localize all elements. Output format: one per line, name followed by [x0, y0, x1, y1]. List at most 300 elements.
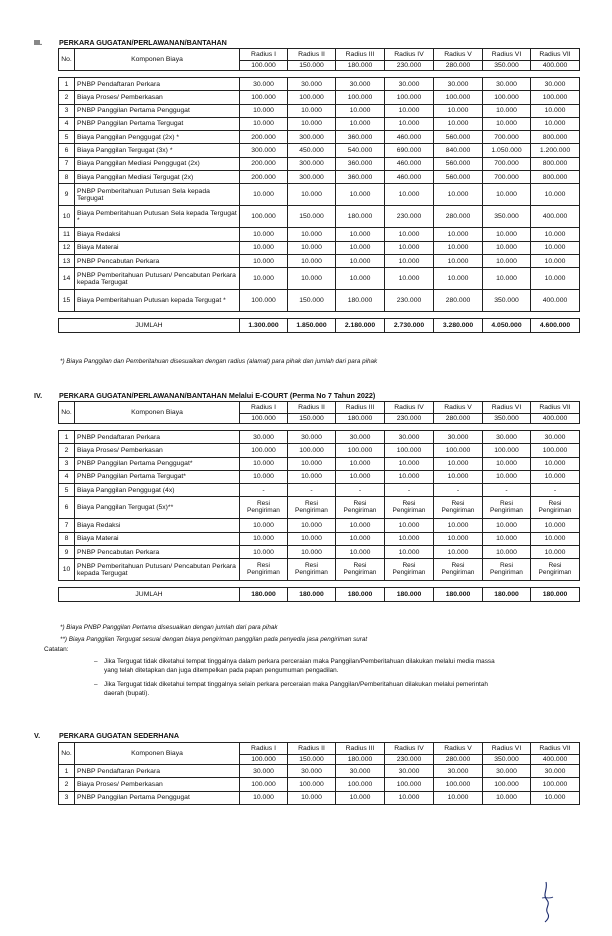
- row-value: 400.000: [531, 290, 580, 312]
- signature-mark: [536, 880, 558, 924]
- total-value: 3.280.000: [434, 319, 483, 332]
- row-value: 10.000: [240, 268, 288, 290]
- total-value: 1.300.000: [240, 319, 288, 332]
- row-value: 10.000: [434, 791, 483, 804]
- total-label: JUMLAH: [59, 319, 240, 332]
- header-radius: Radius I: [240, 743, 288, 755]
- radius-base-fee: 180.000: [336, 755, 385, 765]
- pengiriman-label: Pengiriman: [295, 506, 328, 514]
- header-radius: Radius V: [434, 743, 483, 755]
- pengiriman-label: Pengiriman: [538, 568, 572, 576]
- section-4-footnote-1: *) Biaya PNBP Panggilan Pertama disesuaikan dengan jumlah dari para pihak: [60, 624, 278, 631]
- row-value: 30.000: [434, 765, 483, 778]
- row-value: 10.000: [288, 470, 336, 483]
- row-value: 10.000: [288, 791, 336, 804]
- pengiriman-label: Pengiriman: [247, 506, 280, 514]
- radius-base-fee: 230.000: [385, 755, 434, 765]
- row-value: 10.000: [434, 184, 483, 206]
- row-value: 400.000: [531, 206, 580, 228]
- row-value: 230.000: [385, 206, 434, 228]
- row-value: 10.000: [336, 268, 385, 290]
- row-value: 10.000: [240, 241, 288, 254]
- row-value: 10.000: [240, 117, 288, 130]
- row-value: 30.000: [483, 78, 531, 91]
- row-component-name: PNBP Panggilan Pertama Tergugat: [75, 117, 240, 130]
- row-number: 15: [59, 290, 75, 312]
- row-value: 100.000: [288, 91, 336, 104]
- row-component-name: Biaya Panggilan Penggugat (2x) *: [75, 131, 240, 144]
- header-radius: Radius III: [336, 49, 385, 61]
- table-row: [59, 765, 580, 778]
- row-value: 10.000: [240, 791, 288, 804]
- row-component-name: Biaya Panggilan Penggugat (4x): [75, 484, 240, 497]
- row-value: 100.000: [483, 444, 531, 457]
- radius-base-fee: 230.000: [385, 414, 434, 424]
- total-value: 180.000: [385, 588, 434, 601]
- row-value-resi: [434, 559, 483, 581]
- radius-base-fee: 280.000: [434, 755, 483, 765]
- catatan-item-1: [94, 658, 495, 675]
- resi-label: Resi: [353, 562, 367, 570]
- row-number: 8: [59, 171, 75, 184]
- row-value: 460.000: [385, 131, 434, 144]
- row-number: 9: [59, 546, 75, 559]
- row-value: 360.000: [336, 131, 385, 144]
- pengiriman-label: Pengiriman: [343, 506, 377, 514]
- row-value: 10.000: [531, 457, 580, 470]
- row-value: 1.050.000: [483, 144, 531, 157]
- pengiriman-label: Pengiriman: [295, 568, 328, 576]
- table-row: [59, 228, 580, 241]
- spacer-cell: [59, 581, 580, 588]
- row-component-name: PNBP Panggilan Pertama Tergugat*: [75, 470, 240, 483]
- header-komponen: Komponen Biaya: [75, 743, 240, 765]
- row-value: 10.000: [434, 546, 483, 559]
- bullet-dash-icon: –: [94, 681, 98, 688]
- row-value: 360.000: [336, 171, 385, 184]
- row-value-resi: [240, 497, 288, 519]
- row-value: 300.000: [240, 144, 288, 157]
- row-value: 100.000: [531, 444, 580, 457]
- row-value: 460.000: [385, 157, 434, 170]
- row-number: 1: [59, 78, 75, 91]
- row-value: 10.000: [385, 470, 434, 483]
- row-component-name: PNBP Pendaftaran Perkara: [75, 765, 240, 778]
- row-value: 10.000: [434, 104, 483, 117]
- total-label: JUMLAH: [59, 588, 240, 601]
- radius-base-fee: 350.000: [483, 61, 531, 71]
- section-4-title-text: PERKARA GUGATAN/PERLAWANAN/BANTAHAN Melalui E-COURT (Perma No 7 Tahun 2022): [59, 391, 376, 400]
- row-value: 560.000: [434, 157, 483, 170]
- row-value: 10.000: [483, 791, 531, 804]
- table-row: [59, 254, 580, 267]
- radius-base-fee: 400.000: [531, 61, 580, 71]
- table-row: [59, 546, 580, 559]
- row-value: 100.000: [240, 444, 288, 457]
- row-value: 180.000: [336, 290, 385, 312]
- table-row: [59, 104, 580, 117]
- header-radius: Radius II: [288, 402, 336, 414]
- spacer-cell: [59, 312, 580, 319]
- row-value: -: [483, 484, 531, 497]
- row-value: 100.000: [531, 778, 580, 791]
- row-component-name: Biaya Redaksi: [75, 228, 240, 241]
- row-value: 10.000: [288, 104, 336, 117]
- row-value-resi: [434, 497, 483, 519]
- row-value: 30.000: [336, 765, 385, 778]
- spacer-row: [59, 312, 580, 319]
- row-value: 30.000: [240, 78, 288, 91]
- row-value-resi: [483, 497, 531, 519]
- row-value: 10.000: [434, 254, 483, 267]
- resi-label: Resi: [451, 562, 465, 570]
- row-component-name: Biaya Materai: [75, 532, 240, 545]
- pengiriman-label: Pengiriman: [490, 506, 523, 514]
- catatan-item-2-line-1: Jika Tergugat tidak diketahui tempat tinggalnya selain perkara perceraian maka Panggilan/Pemberitahuan dilakukan melalui pemerintah: [104, 681, 488, 688]
- row-number: 2: [59, 91, 75, 104]
- table-row: [59, 117, 580, 130]
- row-number: 13: [59, 254, 75, 267]
- resi-label: Resi: [304, 500, 318, 508]
- catatan-item-2-line-2: daerah (bupati).: [104, 689, 150, 697]
- row-component-name: PNBP Panggilan Pertama Penggugat*: [75, 457, 240, 470]
- row-value: 10.000: [531, 117, 580, 130]
- total-value: 4.600.000: [531, 319, 580, 332]
- row-value: 200.000: [240, 171, 288, 184]
- spacer-cell: [59, 71, 580, 78]
- pengiriman-label: Pengiriman: [343, 568, 377, 576]
- row-value: 10.000: [385, 519, 434, 532]
- row-value: 10.000: [483, 104, 531, 117]
- row-component-name: PNBP Panggilan Pertama Penggugat: [75, 791, 240, 804]
- row-value: 540.000: [336, 144, 385, 157]
- header-radius: Radius VII: [531, 402, 580, 414]
- row-value: 360.000: [336, 157, 385, 170]
- row-value: 10.000: [336, 241, 385, 254]
- row-value: 10.000: [336, 104, 385, 117]
- row-value: -: [336, 484, 385, 497]
- header-radius: Radius II: [288, 743, 336, 755]
- section-3-footnote: *) Biaya Panggilan dan Pemberitahuan disesuaikan dengan radius (alamat) para pihak dan jumlah dari para pihak: [60, 358, 378, 365]
- pengiriman-label: Pengiriman: [392, 506, 426, 514]
- radius-base-fee: 150.000: [288, 61, 336, 71]
- row-value: 10.000: [531, 268, 580, 290]
- header-radius: Radius IV: [385, 402, 434, 414]
- row-value: 10.000: [336, 228, 385, 241]
- radius-base-fee: 150.000: [288, 414, 336, 424]
- row-value: -: [385, 484, 434, 497]
- row-value: 10.000: [336, 532, 385, 545]
- table-row: [59, 431, 580, 444]
- table-row: [59, 290, 580, 312]
- radius-base-fee: 150.000: [288, 755, 336, 765]
- row-value: 100.000: [240, 206, 288, 228]
- row-value: 10.000: [531, 228, 580, 241]
- header-komponen: Komponen Biaya: [75, 402, 240, 424]
- table-row: [59, 519, 580, 532]
- row-component-name: PNBP Pendaftaran Perkara: [75, 78, 240, 91]
- row-value: 10.000: [288, 241, 336, 254]
- resi-label: Resi: [353, 500, 367, 508]
- resi-label: Resi: [451, 500, 465, 508]
- row-value: 10.000: [531, 184, 580, 206]
- total-value: 180.000: [434, 588, 483, 601]
- row-value: 30.000: [288, 78, 336, 91]
- row-value: 10.000: [240, 254, 288, 267]
- table-row: [59, 157, 580, 170]
- row-value: 200.000: [240, 131, 288, 144]
- row-value: 100.000: [385, 444, 434, 457]
- row-component-name: Biaya Proses/ Pemberkasan: [75, 444, 240, 457]
- row-number: 3: [59, 791, 75, 804]
- row-value: 10.000: [385, 241, 434, 254]
- row-value: 10.000: [240, 228, 288, 241]
- row-component-name: Biaya Materai: [75, 241, 240, 254]
- row-value: 100.000: [288, 778, 336, 791]
- row-value: 10.000: [336, 117, 385, 130]
- row-value: 30.000: [288, 431, 336, 444]
- table-row: [59, 559, 580, 581]
- row-number: 4: [59, 470, 75, 483]
- row-value-resi: [385, 497, 434, 519]
- row-component-name: Biaya Panggilan Mediasi Tergugat (2x): [75, 171, 240, 184]
- row-value: 10.000: [336, 791, 385, 804]
- table-row: [59, 484, 580, 497]
- row-value: 10.000: [240, 457, 288, 470]
- row-value: 10.000: [531, 791, 580, 804]
- row-value: 10.000: [531, 254, 580, 267]
- row-value: 30.000: [336, 431, 385, 444]
- table-row: [59, 144, 580, 157]
- row-number: 7: [59, 157, 75, 170]
- table-section-5: [58, 742, 580, 805]
- row-value-resi: [531, 497, 580, 519]
- header-no: No.: [59, 743, 75, 765]
- row-value: 10.000: [288, 228, 336, 241]
- row-value: 700.000: [483, 131, 531, 144]
- row-value: 10.000: [483, 470, 531, 483]
- header-radius: Radius VI: [483, 743, 531, 755]
- row-value: 10.000: [483, 241, 531, 254]
- row-component-name: Biaya Redaksi: [75, 519, 240, 532]
- radius-base-fee: 100.000: [240, 414, 288, 424]
- row-component-name: PNBP Pendaftaran Perkara: [75, 431, 240, 444]
- row-number: 11: [59, 228, 75, 241]
- header-row: [59, 402, 580, 414]
- row-value: 30.000: [288, 765, 336, 778]
- row-value: 10.000: [531, 519, 580, 532]
- row-number: 14: [59, 268, 75, 290]
- row-value: 30.000: [483, 431, 531, 444]
- row-value: 30.000: [240, 765, 288, 778]
- row-value: 10.000: [385, 268, 434, 290]
- table-row: [59, 778, 580, 791]
- row-value: -: [240, 484, 288, 497]
- spacer-row: [59, 581, 580, 588]
- pengiriman-label: Pengiriman: [392, 568, 426, 576]
- row-value: 100.000: [336, 444, 385, 457]
- row-number: 3: [59, 104, 75, 117]
- row-value: 100.000: [288, 444, 336, 457]
- row-value: 100.000: [240, 91, 288, 104]
- row-number: 10: [59, 206, 75, 228]
- section-4-title: [34, 391, 375, 400]
- radius-base-fee: 400.000: [531, 414, 580, 424]
- row-number: 3: [59, 457, 75, 470]
- section-5-title: [34, 731, 179, 740]
- row-value: 30.000: [385, 765, 434, 778]
- pengiriman-label: Pengiriman: [538, 506, 572, 514]
- total-value: 2.730.000: [385, 319, 434, 332]
- resi-label: Resi: [499, 562, 513, 570]
- row-value: 10.000: [385, 104, 434, 117]
- row-value: 450.000: [288, 144, 336, 157]
- row-value: 10.000: [336, 457, 385, 470]
- row-component-name: PNBP Pemberitahuan Putusan Sela kepada Tergugat: [75, 184, 240, 206]
- header-row: [59, 743, 580, 755]
- row-number: 5: [59, 484, 75, 497]
- header-radius: Radius I: [240, 402, 288, 414]
- total-value: 1.850.000: [288, 319, 336, 332]
- radius-base-fee: 280.000: [434, 414, 483, 424]
- spacer-row: [59, 71, 580, 78]
- row-value: 10.000: [385, 546, 434, 559]
- row-value: 10.000: [434, 241, 483, 254]
- section-5-title-text: PERKARA GUGATAN SEDERHANA: [59, 731, 180, 740]
- row-value: 10.000: [483, 254, 531, 267]
- header-radius: Radius II: [288, 49, 336, 61]
- row-component-name: PNBP Pencabutan Perkara: [75, 546, 240, 559]
- row-value: 10.000: [336, 254, 385, 267]
- row-value: 10.000: [240, 519, 288, 532]
- row-value: 10.000: [288, 457, 336, 470]
- row-value: 100.000: [483, 778, 531, 791]
- row-value: 10.000: [288, 532, 336, 545]
- row-value: 10.000: [288, 268, 336, 290]
- row-number: 12: [59, 241, 75, 254]
- row-value: 10.000: [531, 241, 580, 254]
- row-value: 10.000: [385, 791, 434, 804]
- row-value-resi: [240, 559, 288, 581]
- header-radius: Radius VII: [531, 49, 580, 61]
- row-component-name: PNBP Pencabutan Perkara: [75, 254, 240, 267]
- radius-base-fee: 350.000: [483, 755, 531, 765]
- row-value: 100.000: [385, 778, 434, 791]
- row-component-name: PNBP Panggilan Pertama Penggugat: [75, 104, 240, 117]
- row-value-resi: [531, 559, 580, 581]
- header-radius: Radius VII: [531, 743, 580, 755]
- resi-label: Resi: [548, 500, 562, 508]
- section-3-title: [34, 38, 227, 47]
- row-value: 10.000: [434, 117, 483, 130]
- row-value: 30.000: [531, 78, 580, 91]
- row-value: 10.000: [434, 532, 483, 545]
- radius-base-fee: 280.000: [434, 61, 483, 71]
- radius-base-fee: 180.000: [336, 61, 385, 71]
- section-3-number: III.: [34, 38, 42, 47]
- row-value: 10.000: [385, 228, 434, 241]
- resi-label: Resi: [304, 562, 318, 570]
- row-value: 10.000: [336, 184, 385, 206]
- resi-label: Resi: [402, 500, 416, 508]
- row-value: 10.000: [288, 254, 336, 267]
- row-value: 10.000: [483, 184, 531, 206]
- row-value: 100.000: [336, 778, 385, 791]
- row-number: 2: [59, 778, 75, 791]
- catatan-item-2: [94, 681, 488, 698]
- row-number: 1: [59, 765, 75, 778]
- header-radius: Radius I: [240, 49, 288, 61]
- row-value: 30.000: [483, 765, 531, 778]
- row-value-resi: [385, 559, 434, 581]
- spacer-row: [59, 424, 580, 431]
- row-value: 560.000: [434, 171, 483, 184]
- table-row: [59, 497, 580, 519]
- resi-label: Resi: [499, 500, 513, 508]
- resi-label: Resi: [402, 562, 416, 570]
- total-value: 180.000: [483, 588, 531, 601]
- radius-base-fee: 230.000: [385, 61, 434, 71]
- row-value: 10.000: [336, 470, 385, 483]
- row-component-name: Biaya Panggilan Mediasi Penggugat (2x): [75, 157, 240, 170]
- row-value-resi: [336, 497, 385, 519]
- row-value: 10.000: [531, 532, 580, 545]
- row-value: 10.000: [483, 546, 531, 559]
- row-value: 1.200.000: [531, 144, 580, 157]
- row-value: 30.000: [385, 431, 434, 444]
- header-radius: Radius III: [336, 402, 385, 414]
- row-value: 10.000: [385, 184, 434, 206]
- header-row: [59, 49, 580, 61]
- row-value: 100.000: [434, 778, 483, 791]
- row-value: 10.000: [483, 519, 531, 532]
- pengiriman-label: Pengiriman: [490, 568, 523, 576]
- row-value: 200.000: [240, 157, 288, 170]
- row-value: 100.000: [385, 91, 434, 104]
- pengiriman-label: Pengiriman: [441, 568, 475, 576]
- table-row: [59, 268, 580, 290]
- row-value: 460.000: [385, 171, 434, 184]
- row-value: 10.000: [483, 457, 531, 470]
- row-value: 300.000: [288, 131, 336, 144]
- section-5-number: V.: [34, 731, 41, 740]
- row-value: 100.000: [240, 290, 288, 312]
- catatan-label: Catatan:: [44, 646, 69, 653]
- row-component-name: Biaya Pemberitahuan Putusan kepada Tergugat *: [75, 290, 240, 312]
- row-value-resi: [288, 497, 336, 519]
- row-value: 100.000: [336, 91, 385, 104]
- row-number: 4: [59, 117, 75, 130]
- row-value: 700.000: [483, 171, 531, 184]
- table-row: [59, 791, 580, 804]
- header-radius: Radius III: [336, 743, 385, 755]
- row-component-name: Biaya Proses/ Pemberkasan: [75, 91, 240, 104]
- table-row: [59, 206, 580, 228]
- header-radius: Radius IV: [385, 49, 434, 61]
- row-value: 10.000: [531, 104, 580, 117]
- row-number: 10: [59, 559, 75, 581]
- row-component-name: PNBP Pemberitahuan Putusan/ Pencabutan Perkara kepada Tergugat: [75, 559, 240, 581]
- row-value: 10.000: [385, 532, 434, 545]
- row-value: 800.000: [531, 131, 580, 144]
- table-row: [59, 457, 580, 470]
- section-4-footnote-2: **) Biaya Panggilan Tergugat sesuai dengan biaya pengiriman panggilan pada penyedia jasa pengiriman surat: [60, 636, 368, 643]
- row-value: 30.000: [531, 765, 580, 778]
- bullet-dash-icon: –: [94, 658, 98, 665]
- row-value: 150.000: [288, 290, 336, 312]
- row-value: 10.000: [385, 457, 434, 470]
- row-component-name: Biaya Panggilan Tergugat (5x)**: [75, 497, 240, 519]
